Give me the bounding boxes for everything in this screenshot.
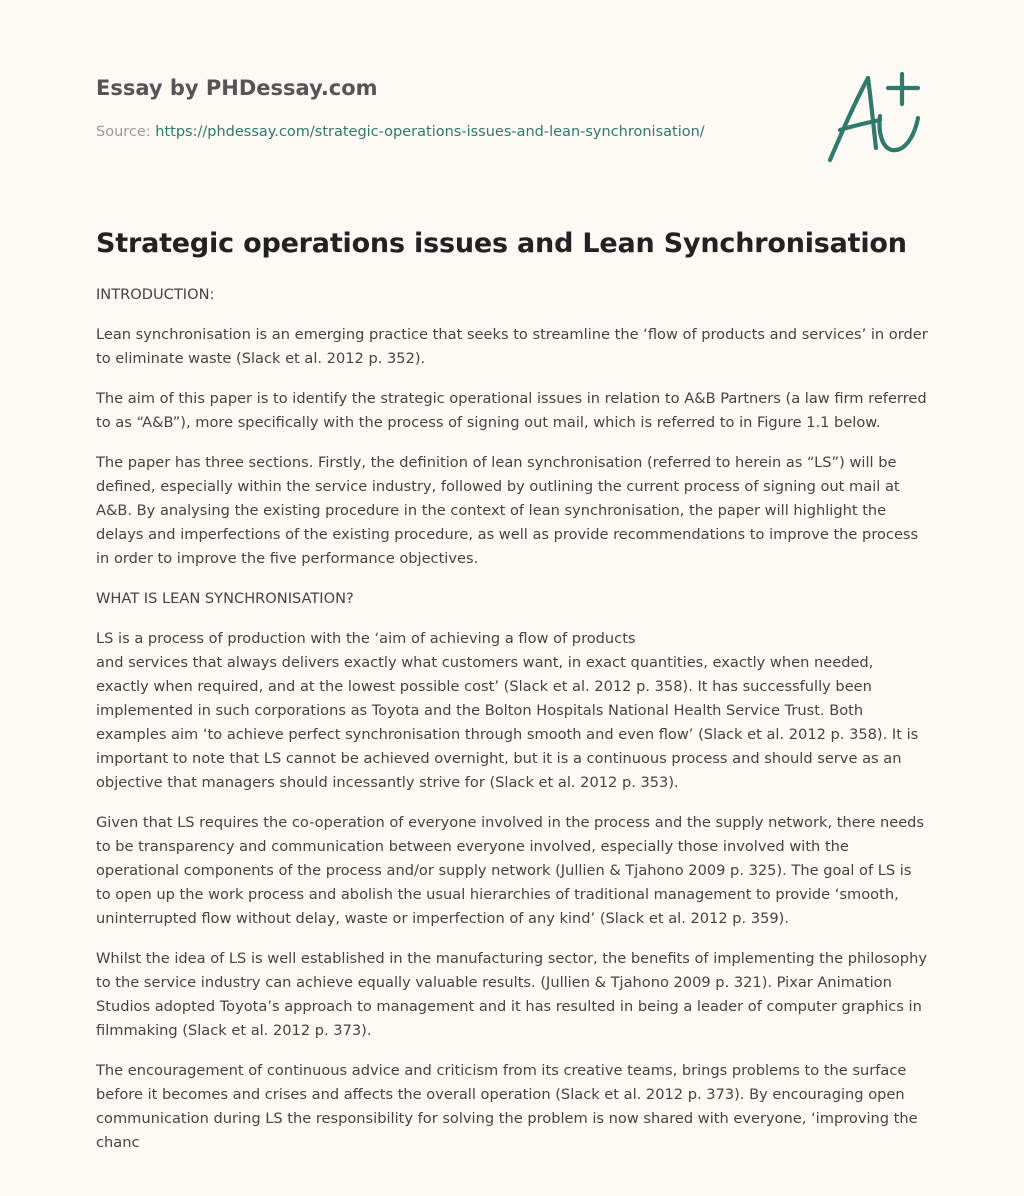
paragraph: The paper has three sections. Firstly, the definition of lean synchronisation (referred to herein as “LS”) will be defined, especially within the service industry, followed by outlining the current process of signing out mail at A&B. By analysing the existing procedure in the context of lean synchronisation, the paper will highlight the delays and imperfections of the existing procedure, as well as provide recommendations to improve the process in order to improve the five performance objectives. [96,454,919,568]
paragraph: The encouragement of continuous advice and criticism from its creative teams, brings problems to the surface before it becomes and crises and affects the overall operation (Slack et al. 2012 p. 373). By encouraging open communication during LS the responsibility for solving the problem is now shared with everyone, ‘improving the chanc [96,1062,918,1152]
a-plus-logo-icon [824,66,928,166]
heading-what-is-ls: WHAT IS LEAN SYNCHRONISATION? [96,590,354,608]
paragraph: Lean synchronisation is an emerging practice that seeks to streamline the ‘flow of products and services’ in order to eliminate waste (Slack et al. 2012 p. 352). [96,326,928,368]
source-label: Source: [96,124,151,140]
essay-content [96,226,930,1171]
brand-title: Essay by PHDessay.com [96,76,378,100]
paragraph [96,627,930,795]
essay-title: Strategic operations issues and Lean Synchronisation [96,228,907,259]
paragraph: The aim of this paper is to identify the strategic operational issues in relation to A&B Partners (a law firm referred to as “A&B”), more specifically with the process of signing out mail, which is referred to in Figure 1.1 below. [96,390,927,432]
heading-introduction: INTRODUCTION: [96,286,215,304]
source-line [96,124,705,140]
page-header [96,0,928,200]
paragraph: Given that LS requires the co-operation of everyone involved in the process and the supply network, there needs to be transparency and communication between everyone involved, especially those involved with the operational components of the process and/or supply network (Jullien & Tjahono 2009 p. 325). The goal of LS is to open up the work process and abolish the usual hierarchies of traditional management to provide ‘smooth, uninterrupted flow without delay, waste or imperfection of any kind’ (Slack et al. 2012 p. 359). [96,814,925,928]
source-link[interactable]: https://phdessay.com/strategic-operations-issues-and-lean-synchronisation/ [155,124,705,140]
paragraph: Whilst the idea of LS is well established in the manufacturing sector, the benefits of implementing the philosophy to the service industry can achieve equally valuable results. (Jullien & Tjahono 2009 p. 321). Pixar Animation Studios adopted Toyota’s approach to management and it has resulted in being a leader of computer graphics in filmmaking (Slack et al. 2012 p. 373). [96,950,927,1040]
paragraph-line: LS is a process of production with the ‘aim of achieving a flow of products [96,630,636,648]
paragraph-rest: and services that always delivers exactly what customers want, in exact quantities, exactly when needed, exactly when required, and at the lowest possible cost’ (Slack et al. 2012 p. 358). It has successfully been implemented in such corporations as Toyota and the Bolton Hospitals National Health Service Trust. Both examples aim ‘to achieve perfect synchronisation through smooth and even flow’ (Slack et al. 2012 p. 358). It is important to note that LS cannot be achieved overnight, but it is a continuous process and should serve as an objective that managers should incessantly strive for (Slack et al. 2012 p. 353). [96,654,919,792]
